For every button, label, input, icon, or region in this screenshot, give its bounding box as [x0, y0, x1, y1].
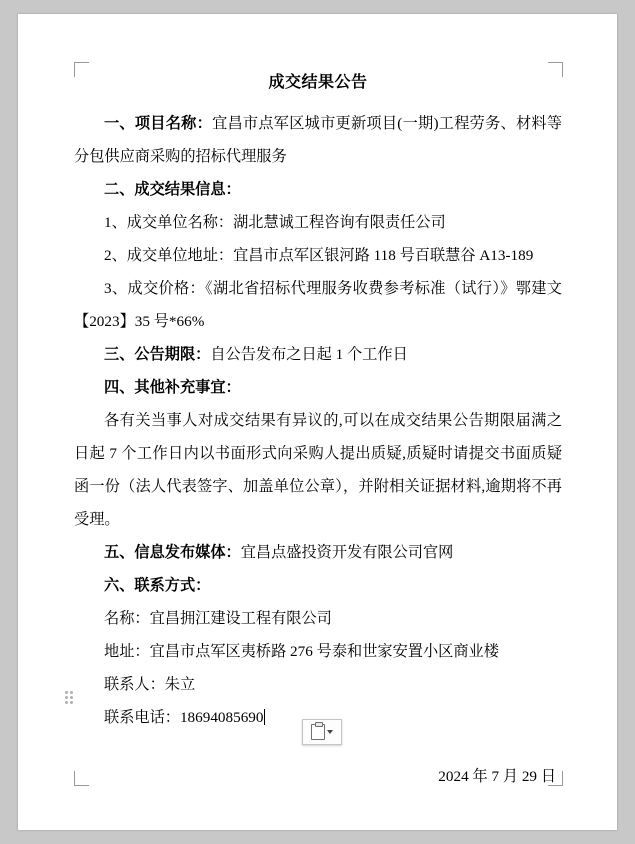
drag-handle[interactable] — [65, 691, 75, 707]
contact-name: 名称：宜昌拥江建设工程有限公司 — [104, 610, 332, 627]
drag-dot — [70, 701, 73, 704]
section-5-heading: 五、信息发布媒体： — [104, 544, 241, 561]
document-body[interactable] — [74, 66, 562, 793]
drag-dot — [70, 691, 73, 694]
section-3-body: 自公告发布之日起 1 个工作日 — [210, 346, 408, 363]
contact-phone-text: 联系电话：18694085690 — [104, 709, 264, 726]
section-5 — [74, 536, 562, 569]
contact-address: 地址：宜昌市点军区夷桥路 276 号泰和世家安置小区商业楼 — [104, 643, 499, 660]
section-1-heading: 一、项目名称： — [104, 115, 213, 132]
drag-dot — [70, 696, 73, 699]
section-2-heading: 二、成交结果信息： — [104, 181, 241, 198]
section-1 — [74, 107, 562, 173]
chevron-down-icon — [327, 730, 333, 734]
paste-options-button[interactable] — [302, 719, 342, 745]
contact-person: 联系人：朱立 — [104, 676, 196, 693]
section-3-heading: 三、公告期限： — [104, 346, 211, 363]
clipboard-icon — [311, 724, 325, 740]
section-2-item-3: 3、成交价格：《湖北省招标代理服务收费参考标准（试行）》鄂建文【2023】35 号*66% — [74, 280, 562, 330]
document-page — [18, 14, 617, 830]
section-2-item-2: 2、成交单位地址：宜昌市点军区银河路 118 号百联慧谷 A13-189 — [104, 247, 534, 264]
signature-date: 2024 年 7 月 29 日 — [438, 768, 556, 785]
section-3 — [74, 338, 562, 371]
section-5-body: 宜昌点盛投资开发有限公司官网 — [240, 544, 454, 561]
drag-dot — [65, 701, 68, 704]
section-2-item-1: 1、成交单位名称：湖北慧诚工程咨询有限责任公司 — [104, 214, 446, 231]
section-1-body: 宜昌市点军区城市更新项目(一期)工程劳务、材料等分包供应商采购的招标代理服务 — [74, 115, 563, 165]
text-cursor — [264, 709, 265, 725]
section-4-body: 各有关当事人对成交结果有异议的,可以在成交结果公告期限届满之日起 7 个工作日内以书面形式向采购人提出质疑,质疑时请提交书面质疑函一份（法人代表签字、加盖单位公章），并附相关证据材料,逾期将不再受理。 — [74, 412, 562, 528]
page-title: 成交结果公告 — [268, 74, 368, 91]
drag-dot — [65, 696, 68, 699]
section-4-heading: 四、其他补充事宜： — [104, 379, 241, 396]
section-6-heading: 六、联系方式： — [104, 577, 211, 594]
drag-dot — [65, 691, 68, 694]
